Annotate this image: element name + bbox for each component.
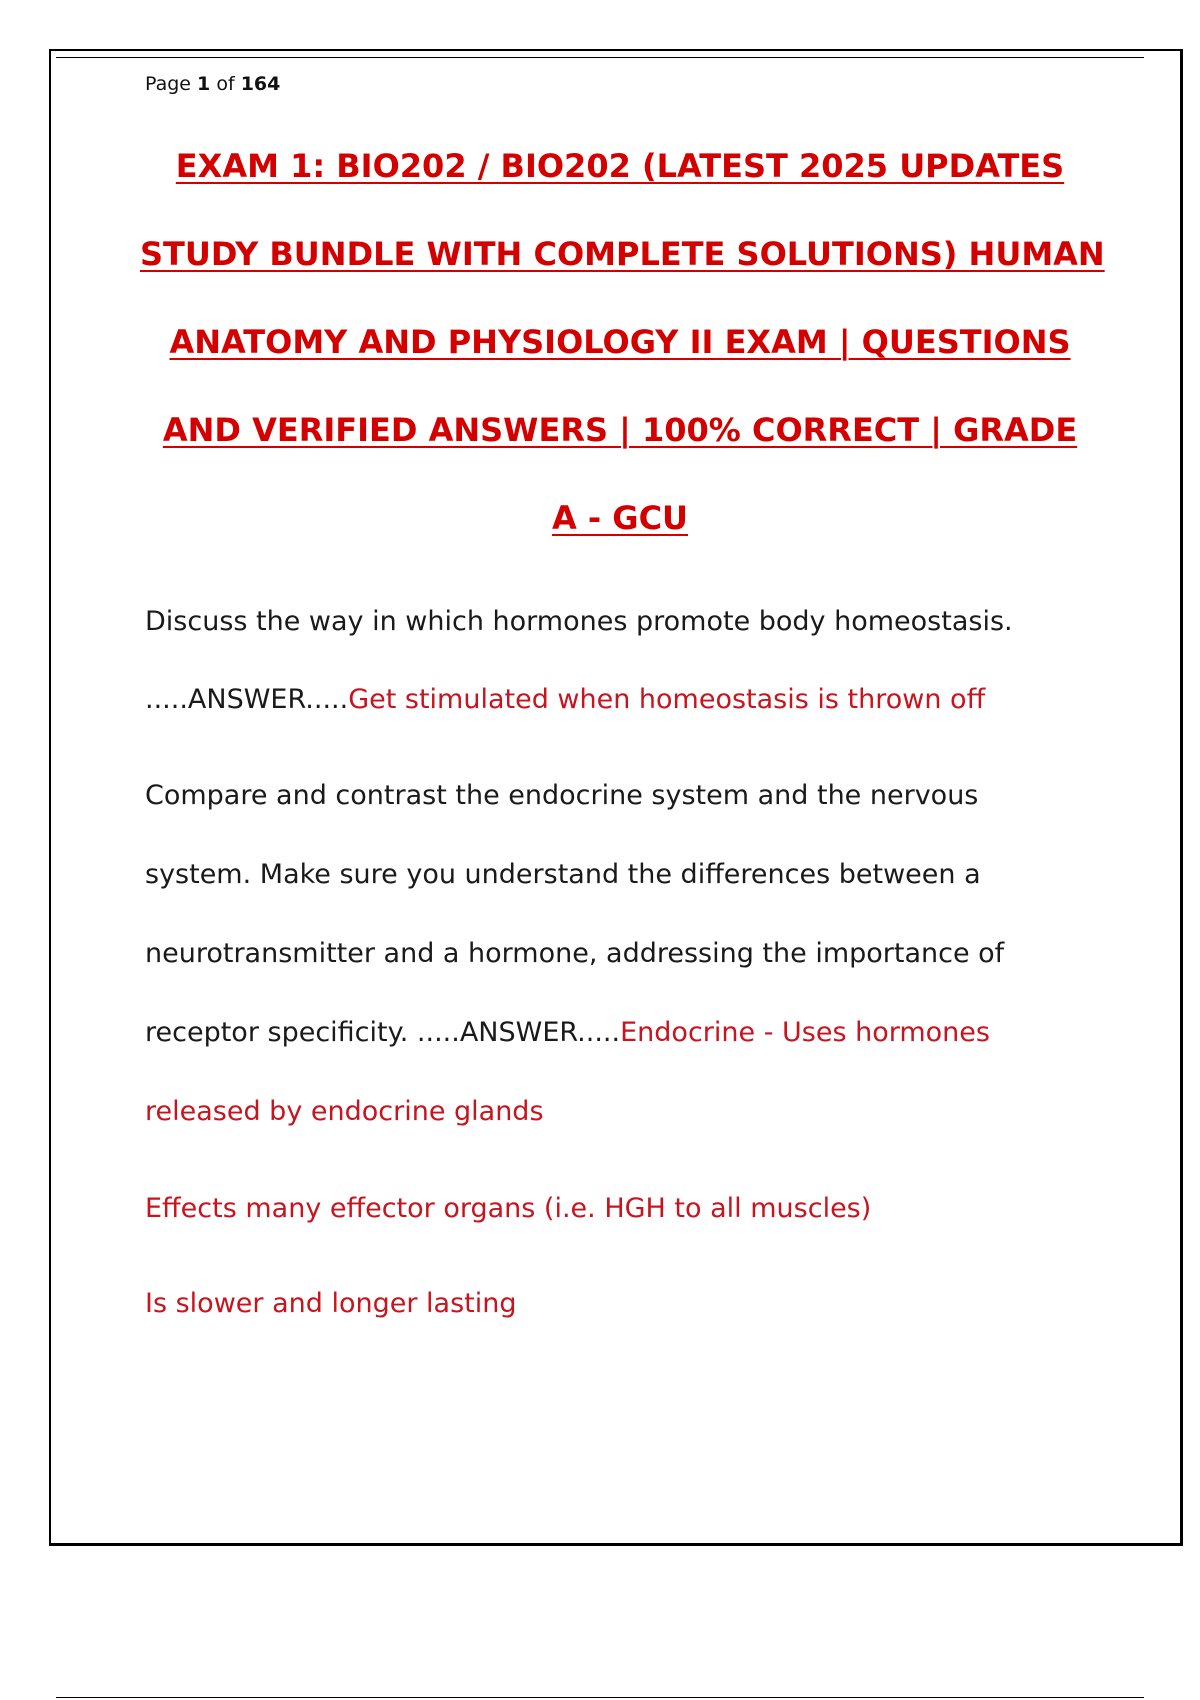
title-line <box>140 298 1100 386</box>
title-line-1-text: EXAM 1: BIO202 / BIO202 (LATEST 2025 UPDATES <box>175 147 1065 185</box>
q1-question-text: Discuss the way in which hormones promote body homeostasis. <box>145 606 1013 637</box>
top-rule <box>56 57 1144 58</box>
q2-question-line-1 <box>145 779 978 813</box>
q2-answer-text-1: Endocrine - Uses hormones <box>620 1017 990 1048</box>
q2-question-text-2: system. Make sure you understand the differences between a <box>145 859 981 890</box>
current-page-number: 1 <box>197 73 211 95</box>
q1-answer-marker: .....ANSWER..... <box>145 684 349 715</box>
q2-answer-line-4 <box>145 1287 516 1321</box>
q2-question-line-3 <box>145 937 1004 971</box>
page-of-label: of <box>216 73 235 95</box>
q1-answer-line <box>145 683 985 717</box>
q2-question-text-1: Compare and contrast the endocrine system and the nervous <box>145 780 979 811</box>
title-line <box>140 122 1100 210</box>
q2-answer-text-4: Is slower and longer lasting <box>145 1288 517 1319</box>
title-line-5-text: A - GCU <box>551 499 689 537</box>
q2-answer-text-3: Effects many effector organs (i.e. HGH to all muscles) <box>145 1193 872 1224</box>
total-pages-number: 164 <box>240 73 281 95</box>
q2-question-text-4: receptor specificity. <box>145 1017 409 1048</box>
q2-answer-line-3 <box>145 1192 871 1226</box>
page-indicator <box>145 73 280 95</box>
q2-question-line-2 <box>145 858 981 892</box>
q2-answer-line-2 <box>145 1095 544 1129</box>
document-title <box>140 122 1105 562</box>
title-line-3-text: ANATOMY AND PHYSIOLOGY II EXAM | QUESTIONS <box>169 323 1071 361</box>
title-line-4-text: AND VERIFIED ANSWERS | 100% CORRECT | GRADE <box>162 411 1078 449</box>
q2-answer-text-2: released by endocrine glands <box>145 1096 544 1127</box>
page-label: Page <box>145 73 191 95</box>
title-line <box>140 210 1105 298</box>
title-line <box>140 474 1100 562</box>
q2-question-line-4 <box>145 1016 990 1050</box>
bottom-rule <box>56 1697 1144 1698</box>
q2-question-text-3: neurotransmitter and a hormone, addressing the importance of <box>145 938 1005 969</box>
q1-question <box>145 605 1013 639</box>
q1-answer-text: Get stimulated when homeostasis is thrown off <box>348 684 986 715</box>
title-line-2-text: STUDY BUNDLE WITH COMPLETE SOLUTIONS) HUMAN <box>140 235 1105 273</box>
title-line <box>140 386 1100 474</box>
q2-answer-marker: .....ANSWER..... <box>408 1017 621 1048</box>
